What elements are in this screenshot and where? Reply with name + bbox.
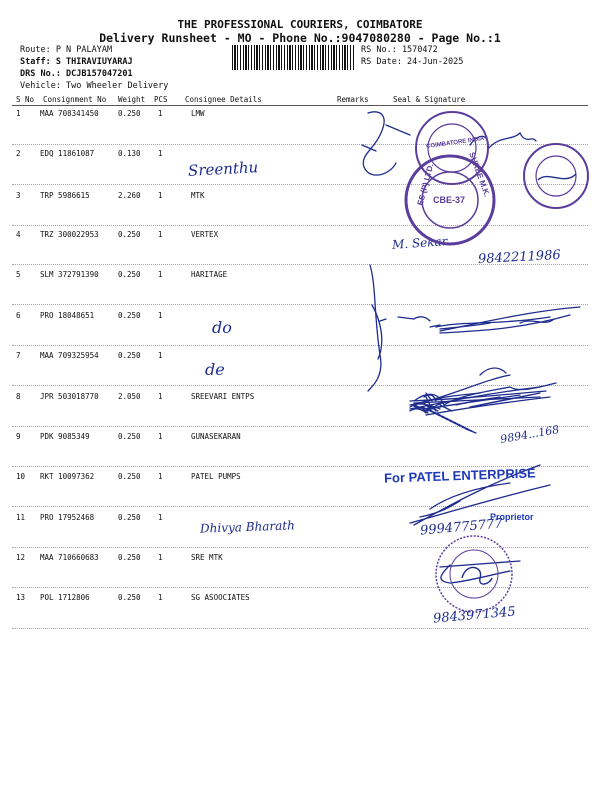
row-weight: 0.250 [118, 109, 141, 118]
row-consignee: HARITAGE [191, 270, 228, 279]
row-weight: 0.250 [118, 593, 141, 602]
company-title: THE PROFESSIONAL COURIERS, COIMBATORE [177, 18, 423, 31]
handwritten-name: Sreenthu [187, 158, 259, 180]
row-weight: 0.250 [118, 513, 141, 522]
proprietor-stamp: Proprietor [490, 512, 534, 522]
row-consignee: LMW [191, 109, 205, 118]
row-consignment: PDK 9085349 [40, 432, 90, 441]
row-sno: 5 [16, 270, 21, 279]
handwritten-phone: 9994775777 [419, 516, 504, 539]
row-weight: 0.130 [118, 149, 141, 158]
row-pcs: 1 [158, 149, 163, 158]
seal-outer-text: ES (P) LTD. [415, 162, 436, 207]
row-consignment: EDQ 11861087 [40, 149, 95, 158]
row-consignment: JPR 503018770 [40, 392, 99, 401]
row-pcs: 1 [158, 432, 163, 441]
row-sno: 13 [16, 593, 26, 602]
row-consignee: PATEL PUMPS [191, 472, 241, 481]
row-weight: 0.250 [118, 432, 141, 441]
row-consignment: PRO 18048651 [40, 311, 95, 320]
row-pcs: 1 [158, 553, 163, 562]
col-seal-signature: Seal & Signature [393, 95, 466, 104]
handwritten-phone: 9842211986 [477, 247, 562, 268]
seal-outer-text: SHREE M.K. [467, 151, 492, 198]
runsheet-title: Delivery Runsheet - MO - Phone No.:9047080280 - Page No.:1 [99, 31, 501, 45]
col-sno: S No [16, 95, 35, 104]
row-sno: 3 [16, 191, 21, 200]
row-weight: 2.050 [118, 392, 141, 401]
row-pcs: 1 [158, 593, 163, 602]
row-sno: 1 [16, 109, 21, 118]
row-consignee: VERTEX [191, 230, 219, 239]
rs-number: RS No.: 1570472 [361, 45, 438, 55]
row-consignment: RKT 10097362 [40, 472, 95, 481]
seal-center-text: CBE-37 [433, 195, 466, 205]
row-consignment: SLM 372791390 [40, 270, 99, 279]
row-consignee: SREEVARI ENTPS [191, 392, 255, 401]
row-sno: 12 [16, 553, 26, 562]
handwritten-mark: do [212, 318, 232, 337]
row-weight: 0.250 [118, 472, 141, 481]
handwritten-signature: M. Sekar [391, 234, 448, 252]
row-sno: 7 [16, 351, 21, 360]
row-pcs: 1 [158, 392, 163, 401]
row-sno: 2 [16, 149, 21, 158]
row-pcs: 1 [158, 230, 163, 239]
row-pcs: 1 [158, 270, 163, 279]
col-remarks: Remarks [337, 95, 369, 104]
col-consignment: Consignment No [43, 95, 107, 104]
row-consignee: GUNASEKARAN [191, 432, 241, 441]
handwritten-name: Dhivya Bharath [199, 518, 296, 536]
handwritten-mark: de [205, 360, 225, 379]
handwritten-phone: 9843971345 [432, 604, 517, 627]
row-pcs: 1 [158, 351, 163, 360]
route-label: Route: P N PALAYAM [20, 45, 113, 55]
row-sno: 8 [16, 392, 21, 401]
rs-date: RS Date: 24-Jun-2025 [361, 57, 464, 67]
barcode [232, 45, 354, 70]
patel-enterprise-stamp: For PATEL ENTERPRISE [383, 465, 536, 486]
row-pcs: 1 [158, 311, 163, 320]
row-consignment: TRZ 300022953 [40, 230, 99, 239]
staff-label: Staff: S THIRAVIUYARAJ [20, 57, 133, 67]
row-weight: 0.250 [118, 230, 141, 239]
row-pcs: 1 [158, 513, 163, 522]
row-consignee: SG ASOOCIATES [191, 593, 250, 602]
row-sno: 6 [16, 311, 21, 320]
row-consignment: MAA 710660683 [40, 553, 99, 562]
row-consignment: TRP 5986615 [40, 191, 90, 200]
row-weight: 0.250 [118, 351, 141, 360]
row-weight: 2.260 [118, 191, 141, 200]
row-weight: 0.250 [118, 553, 141, 562]
sre-mtk-seal-icon [432, 532, 516, 616]
row-consignee: SRE MTK [191, 553, 223, 562]
row-sno: 11 [16, 513, 26, 522]
row-sno: 9 [16, 432, 21, 441]
row-pcs: 1 [158, 109, 163, 118]
row-sno: 4 [16, 230, 21, 239]
row-consignment: PRO 17952468 [40, 513, 95, 522]
row-consignment: POL 1712806 [40, 593, 90, 602]
row-weight: 0.250 [118, 311, 141, 320]
row-consignment: MAA 709325954 [40, 351, 99, 360]
handwritten-phone: 9894...168 [499, 422, 561, 447]
drs-label: DRS No.: DCJB157047201 [20, 69, 133, 79]
col-pcs: PCS [154, 95, 168, 104]
row-consignee: MTK [191, 191, 205, 200]
row-weight: 0.250 [118, 270, 141, 279]
row-pcs: 1 [158, 191, 163, 200]
row-consignment: MAA 708341450 [40, 109, 99, 118]
seal-text: COIMBATORE INDIA [425, 135, 485, 151]
col-consignee: Consignee Details [185, 95, 262, 104]
row-sno: 10 [16, 472, 26, 481]
vehicle-label: Vehicle: Two Wheeler Delivery [20, 81, 169, 91]
row-pcs: 1 [158, 472, 163, 481]
col-weight: Weight [118, 95, 146, 104]
shree-seal-icon [520, 140, 592, 212]
